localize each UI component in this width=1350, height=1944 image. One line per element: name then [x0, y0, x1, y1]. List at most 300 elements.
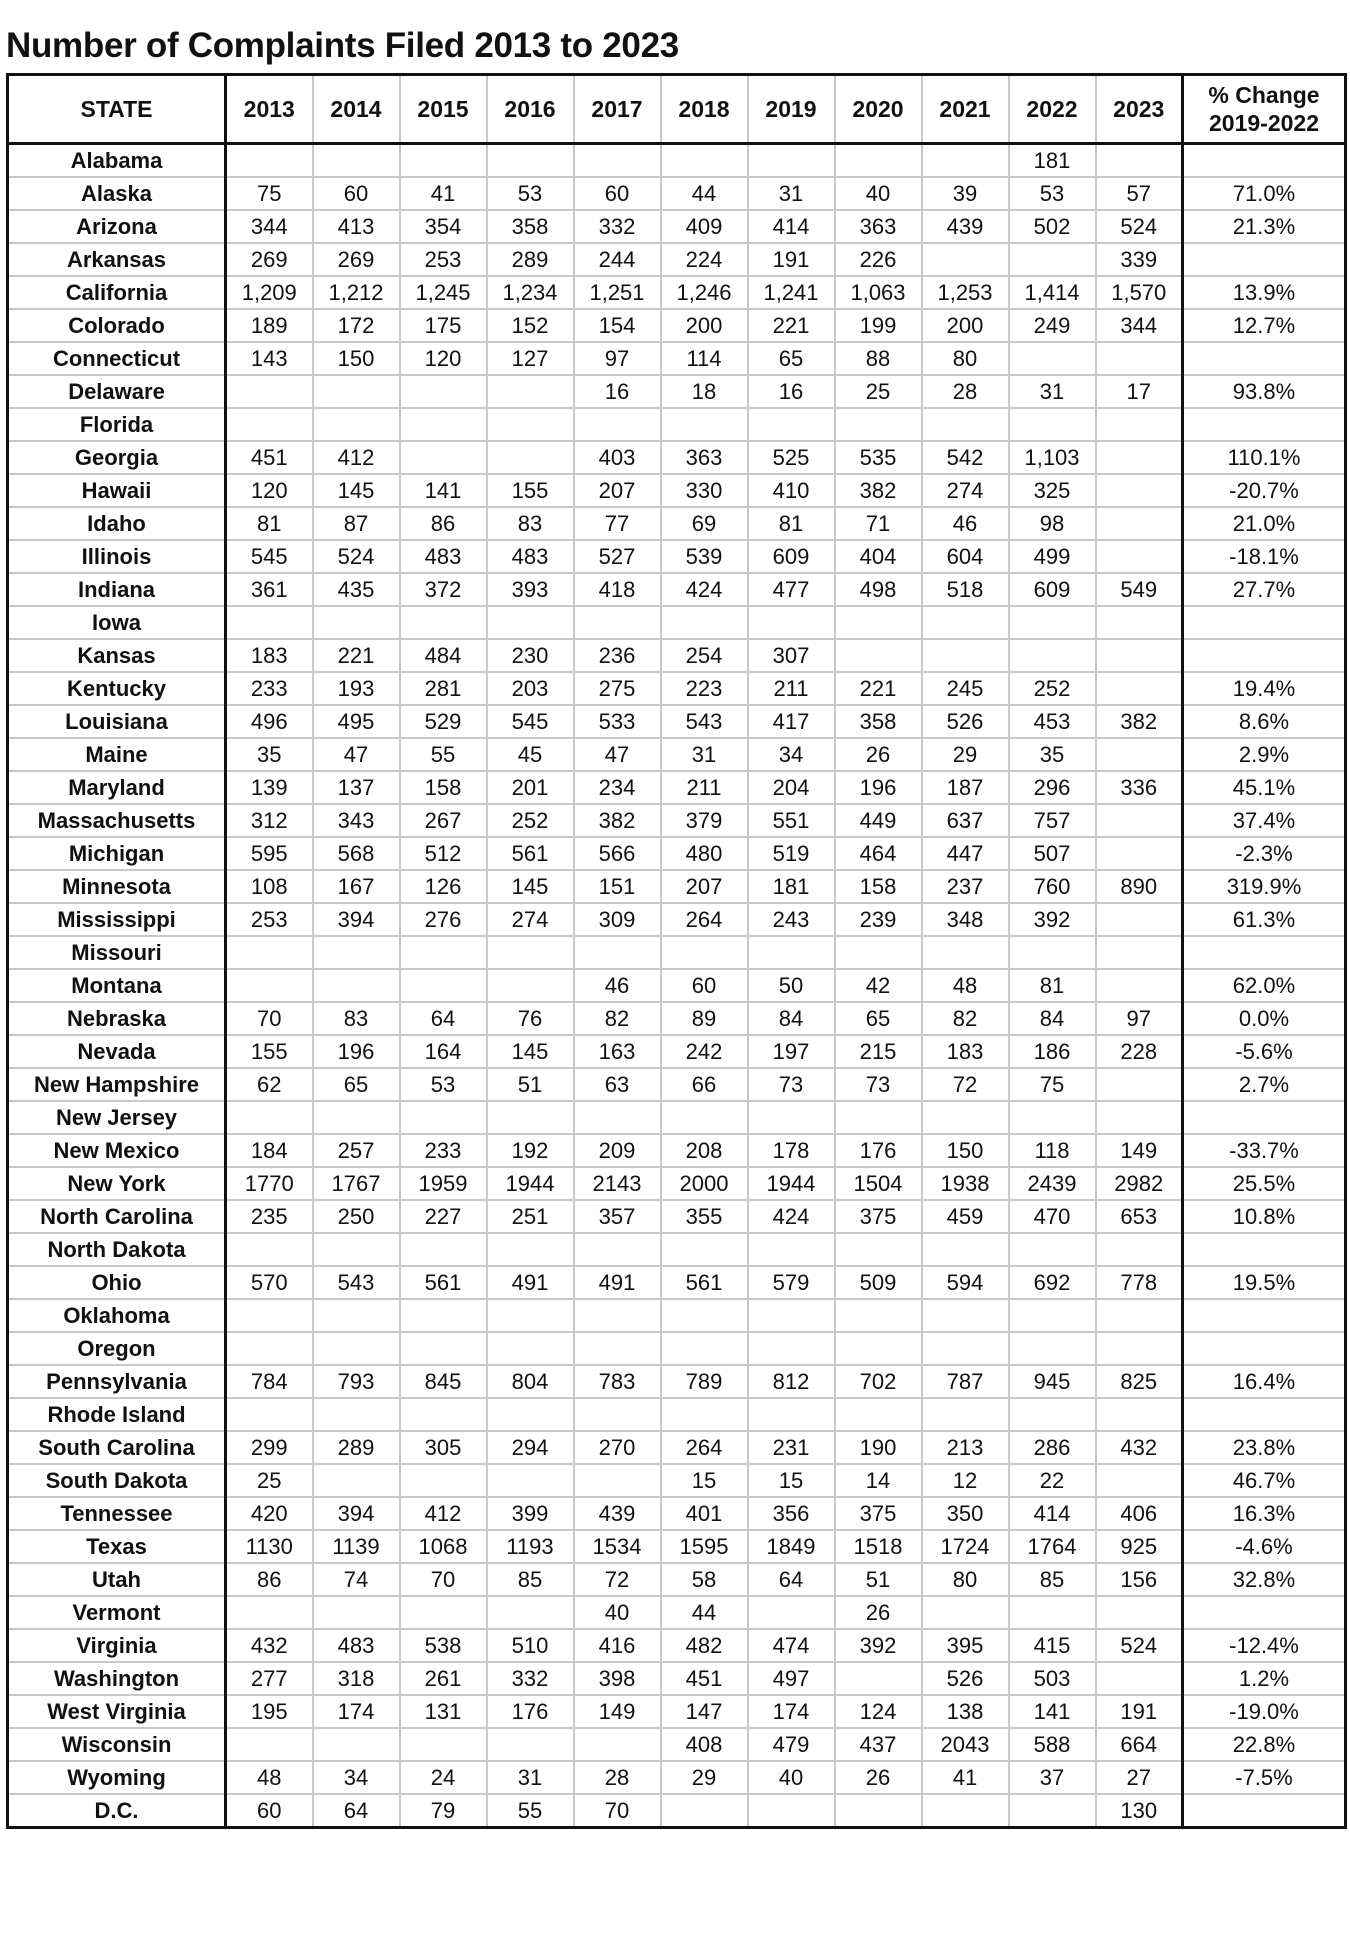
- complaint-count-cell: [922, 639, 1009, 672]
- complaint-count-cell: 1,212: [313, 276, 400, 309]
- complaint-count-cell: [1009, 408, 1096, 441]
- complaint-count-cell: 65: [748, 342, 835, 375]
- complaint-count-cell: [835, 936, 922, 969]
- complaint-count-cell: 184: [226, 1134, 313, 1167]
- complaint-count-cell: 412: [400, 1497, 487, 1530]
- table-row: [8, 837, 1346, 870]
- complaint-count-cell: 150: [922, 1134, 1009, 1167]
- pct-change-cell: 45.1%: [1183, 771, 1346, 804]
- complaint-count-cell: 535: [835, 441, 922, 474]
- complaint-count-cell: 18: [661, 375, 748, 408]
- complaint-count-cell: [226, 1299, 313, 1332]
- complaint-count-cell: 1,414: [1009, 276, 1096, 309]
- pct-change-cell: [1183, 639, 1346, 672]
- complaint-count-cell: 1,063: [835, 276, 922, 309]
- complaint-count-cell: 151: [574, 870, 661, 903]
- table-row: [8, 1629, 1346, 1662]
- complaint-count-cell: [748, 144, 835, 178]
- complaint-count-cell: [574, 1464, 661, 1497]
- complaint-count-cell: [748, 1299, 835, 1332]
- complaint-count-cell: 155: [487, 474, 574, 507]
- complaint-count-cell: 416: [574, 1629, 661, 1662]
- state-name-cell: Alabama: [8, 144, 226, 178]
- complaint-count-cell: 561: [400, 1266, 487, 1299]
- complaint-count-cell: 579: [748, 1266, 835, 1299]
- table-row: [8, 1068, 1346, 1101]
- complaint-count-cell: [487, 1332, 574, 1365]
- complaint-count-cell: 191: [748, 243, 835, 276]
- table-row: [8, 1299, 1346, 1332]
- complaint-count-cell: [835, 1662, 922, 1695]
- column-header-year: 2017: [574, 75, 661, 144]
- complaint-count-cell: 40: [748, 1761, 835, 1794]
- complaint-count-cell: [1096, 837, 1183, 870]
- complaint-count-cell: 196: [313, 1035, 400, 1068]
- complaint-count-cell: 525: [748, 441, 835, 474]
- complaint-count-cell: 318: [313, 1662, 400, 1695]
- table-row: [8, 243, 1346, 276]
- complaint-count-cell: 551: [748, 804, 835, 837]
- complaint-count-cell: 2043: [922, 1728, 1009, 1761]
- complaint-count-cell: [748, 936, 835, 969]
- pct-change-cell: -2.3%: [1183, 837, 1346, 870]
- complaint-count-cell: [400, 606, 487, 639]
- complaint-count-cell: 221: [313, 639, 400, 672]
- complaint-count-cell: [835, 1233, 922, 1266]
- complaint-count-cell: 783: [574, 1365, 661, 1398]
- complaint-count-cell: [313, 1464, 400, 1497]
- state-name-cell: California: [8, 276, 226, 309]
- complaint-count-cell: [313, 1398, 400, 1431]
- complaint-count-cell: 80: [922, 1563, 1009, 1596]
- pct-change-cell: -7.5%: [1183, 1761, 1346, 1794]
- state-name-cell: Maine: [8, 738, 226, 771]
- table-row: [8, 1233, 1346, 1266]
- pct-change-cell: 0.0%: [1183, 1002, 1346, 1035]
- complaint-count-cell: [748, 1233, 835, 1266]
- complaint-count-cell: 332: [574, 210, 661, 243]
- complaint-count-cell: 224: [661, 243, 748, 276]
- column-header-year: 2014: [313, 75, 400, 144]
- complaint-count-cell: [1009, 342, 1096, 375]
- complaint-count-cell: 1,209: [226, 276, 313, 309]
- complaint-count-cell: 141: [400, 474, 487, 507]
- complaint-count-cell: 137: [313, 771, 400, 804]
- complaint-count-cell: 25: [226, 1464, 313, 1497]
- complaint-count-cell: 518: [922, 573, 1009, 606]
- complaint-count-cell: 183: [226, 639, 313, 672]
- complaint-count-cell: 392: [1009, 903, 1096, 936]
- complaint-count-cell: 40: [574, 1596, 661, 1629]
- complaint-count-cell: [313, 1596, 400, 1629]
- complaint-count-cell: 190: [835, 1431, 922, 1464]
- complaint-count-cell: 464: [835, 837, 922, 870]
- complaint-count-cell: 183: [922, 1035, 1009, 1068]
- table-row: [8, 804, 1346, 837]
- complaint-count-cell: 412: [313, 441, 400, 474]
- pct-header-line-2: 2019-2022: [1209, 110, 1319, 136]
- state-name-cell: New York: [8, 1167, 226, 1200]
- complaint-count-cell: 51: [835, 1563, 922, 1596]
- complaint-count-cell: 1068: [400, 1530, 487, 1563]
- complaint-count-cell: 60: [574, 177, 661, 210]
- complaint-count-cell: 41: [400, 177, 487, 210]
- complaint-count-cell: [922, 1596, 1009, 1629]
- complaint-count-cell: 778: [1096, 1266, 1183, 1299]
- complaint-count-cell: 1130: [226, 1530, 313, 1563]
- complaint-count-cell: 382: [574, 804, 661, 837]
- state-name-cell: West Virginia: [8, 1695, 226, 1728]
- table-row: [8, 1266, 1346, 1299]
- complaint-count-cell: [574, 144, 661, 178]
- complaint-count-cell: 76: [487, 1002, 574, 1035]
- complaint-count-cell: 174: [748, 1695, 835, 1728]
- complaint-count-cell: 53: [400, 1068, 487, 1101]
- complaint-count-cell: 73: [835, 1068, 922, 1101]
- pct-change-cell: 71.0%: [1183, 177, 1346, 210]
- complaint-count-cell: 415: [1009, 1629, 1096, 1662]
- complaint-count-cell: 561: [661, 1266, 748, 1299]
- complaint-count-cell: 39: [922, 177, 1009, 210]
- complaint-count-cell: 447: [922, 837, 1009, 870]
- complaint-count-cell: [1096, 1299, 1183, 1332]
- state-name-cell: South Carolina: [8, 1431, 226, 1464]
- complaint-count-cell: 249: [1009, 309, 1096, 342]
- complaint-count-cell: 286: [1009, 1431, 1096, 1464]
- complaint-count-cell: 195: [226, 1695, 313, 1728]
- complaint-count-cell: 181: [748, 870, 835, 903]
- complaint-count-cell: 357: [574, 1200, 661, 1233]
- table-row: [8, 903, 1346, 936]
- complaint-count-cell: 47: [574, 738, 661, 771]
- complaint-count-cell: [922, 936, 1009, 969]
- complaint-count-cell: 46: [574, 969, 661, 1002]
- complaint-count-cell: 609: [748, 540, 835, 573]
- complaint-count-cell: [835, 1101, 922, 1134]
- table-row: [8, 210, 1346, 243]
- complaint-count-cell: 1534: [574, 1530, 661, 1563]
- complaint-count-cell: [748, 1794, 835, 1828]
- pct-change-cell: 93.8%: [1183, 375, 1346, 408]
- complaint-count-cell: [1096, 1068, 1183, 1101]
- complaint-count-cell: 254: [661, 639, 748, 672]
- pct-change-cell: [1183, 1299, 1346, 1332]
- complaint-count-cell: 193: [313, 672, 400, 705]
- complaint-count-cell: 150: [313, 342, 400, 375]
- state-name-cell: Kansas: [8, 639, 226, 672]
- complaint-count-cell: [400, 1398, 487, 1431]
- pct-change-cell: [1183, 342, 1346, 375]
- state-name-cell: Michigan: [8, 837, 226, 870]
- complaint-count-cell: [922, 1332, 1009, 1365]
- complaint-count-cell: 187: [922, 771, 1009, 804]
- complaint-count-cell: 227: [400, 1200, 487, 1233]
- state-name-cell: Montana: [8, 969, 226, 1002]
- complaint-count-cell: 211: [748, 672, 835, 705]
- complaint-count-cell: [574, 1101, 661, 1134]
- pct-change-cell: [1183, 1596, 1346, 1629]
- complaint-count-cell: 65: [835, 1002, 922, 1035]
- pct-change-cell: 21.0%: [1183, 507, 1346, 540]
- column-header-state: STATE: [8, 75, 226, 144]
- pct-change-cell: 2.7%: [1183, 1068, 1346, 1101]
- complaint-count-cell: 244: [574, 243, 661, 276]
- complaint-count-cell: [1096, 738, 1183, 771]
- complaint-count-cell: 945: [1009, 1365, 1096, 1398]
- complaint-count-cell: 529: [400, 705, 487, 738]
- table-row: [8, 441, 1346, 474]
- complaint-count-cell: 85: [487, 1563, 574, 1596]
- complaint-count-cell: 787: [922, 1365, 1009, 1398]
- complaint-count-cell: 760: [1009, 870, 1096, 903]
- complaint-count-cell: [748, 1398, 835, 1431]
- state-name-cell: Pennsylvania: [8, 1365, 226, 1398]
- complaint-count-cell: 561: [487, 837, 574, 870]
- complaint-count-cell: 483: [487, 540, 574, 573]
- complaint-count-cell: 44: [661, 177, 748, 210]
- complaint-count-cell: 470: [1009, 1200, 1096, 1233]
- complaint-count-cell: [226, 1101, 313, 1134]
- complaint-count-cell: 66: [661, 1068, 748, 1101]
- complaint-count-cell: 237: [922, 870, 1009, 903]
- complaint-count-cell: [487, 1398, 574, 1431]
- complaint-count-cell: 75: [1009, 1068, 1096, 1101]
- complaint-count-cell: 372: [400, 573, 487, 606]
- complaint-count-cell: [574, 1728, 661, 1761]
- complaint-count-cell: 118: [1009, 1134, 1096, 1167]
- complaint-count-cell: 28: [922, 375, 1009, 408]
- complaint-count-cell: [400, 441, 487, 474]
- complaint-count-cell: 62: [226, 1068, 313, 1101]
- complaint-count-cell: 424: [661, 573, 748, 606]
- complaint-count-cell: 83: [487, 507, 574, 540]
- complaint-count-cell: 595: [226, 837, 313, 870]
- complaint-count-cell: [400, 144, 487, 178]
- state-name-cell: Colorado: [8, 309, 226, 342]
- complaint-count-cell: [922, 1299, 1009, 1332]
- complaint-count-cell: 197: [748, 1035, 835, 1068]
- table-row: [8, 573, 1346, 606]
- complaint-count-cell: 394: [313, 903, 400, 936]
- complaint-count-cell: 64: [313, 1794, 400, 1828]
- complaint-count-cell: 34: [313, 1761, 400, 1794]
- table-row: [8, 144, 1346, 178]
- complaint-count-cell: [748, 606, 835, 639]
- complaint-count-cell: 15: [748, 1464, 835, 1497]
- complaint-count-cell: [1009, 936, 1096, 969]
- state-name-cell: Arkansas: [8, 243, 226, 276]
- complaint-count-cell: [400, 1464, 487, 1497]
- pct-change-cell: 319.9%: [1183, 870, 1346, 903]
- pct-change-cell: [1183, 144, 1346, 178]
- complaints-table-container: [6, 73, 1344, 1829]
- complaint-count-cell: 86: [400, 507, 487, 540]
- complaint-count-cell: [1009, 1332, 1096, 1365]
- complaint-count-cell: [574, 1398, 661, 1431]
- complaint-count-cell: 507: [1009, 837, 1096, 870]
- complaint-count-cell: 491: [574, 1266, 661, 1299]
- complaint-count-cell: 85: [1009, 1563, 1096, 1596]
- complaint-count-cell: 512: [400, 837, 487, 870]
- complaint-count-cell: 141: [1009, 1695, 1096, 1728]
- table-body: [8, 144, 1346, 1828]
- complaint-count-cell: 414: [1009, 1497, 1096, 1530]
- complaint-count-cell: 543: [661, 705, 748, 738]
- complaint-count-cell: 60: [661, 969, 748, 1002]
- complaint-count-cell: 53: [1009, 177, 1096, 210]
- complaint-count-cell: 152: [487, 309, 574, 342]
- complaint-count-cell: [487, 1233, 574, 1266]
- complaint-count-cell: 281: [400, 672, 487, 705]
- page-title: Number of Complaints Filed 2013 to 2023: [6, 26, 679, 65]
- complaint-count-cell: 243: [748, 903, 835, 936]
- complaint-count-cell: 221: [835, 672, 922, 705]
- complaint-count-cell: 542: [922, 441, 1009, 474]
- complaint-count-cell: 176: [487, 1695, 574, 1728]
- complaint-count-cell: [400, 408, 487, 441]
- state-name-cell: Hawaii: [8, 474, 226, 507]
- complaint-count-cell: 215: [835, 1035, 922, 1068]
- complaint-count-cell: 29: [661, 1761, 748, 1794]
- pct-change-cell: 32.8%: [1183, 1563, 1346, 1596]
- table-row: [8, 672, 1346, 705]
- complaint-count-cell: 199: [835, 309, 922, 342]
- complaint-count-cell: 239: [835, 903, 922, 936]
- complaint-count-cell: 392: [835, 1629, 922, 1662]
- table-row: [8, 1794, 1346, 1828]
- complaint-count-cell: 178: [748, 1134, 835, 1167]
- state-name-cell: Connecticut: [8, 342, 226, 375]
- complaint-count-cell: [226, 1398, 313, 1431]
- column-header-year: 2020: [835, 75, 922, 144]
- pct-change-cell: 62.0%: [1183, 969, 1346, 1002]
- complaint-count-cell: 406: [1096, 1497, 1183, 1530]
- complaint-count-cell: 502: [1009, 210, 1096, 243]
- complaint-count-cell: 1518: [835, 1530, 922, 1563]
- pct-change-cell: 22.8%: [1183, 1728, 1346, 1761]
- complaint-count-cell: 375: [835, 1497, 922, 1530]
- complaint-count-cell: [487, 1464, 574, 1497]
- pct-change-cell: -5.6%: [1183, 1035, 1346, 1068]
- complaint-count-cell: [1096, 507, 1183, 540]
- state-name-cell: New Hampshire: [8, 1068, 226, 1101]
- table-row: [8, 1365, 1346, 1398]
- complaint-count-cell: 363: [835, 210, 922, 243]
- complaint-count-cell: 189: [226, 309, 313, 342]
- complaint-count-cell: [487, 606, 574, 639]
- state-name-cell: Wisconsin: [8, 1728, 226, 1761]
- complaint-count-cell: [400, 969, 487, 1002]
- complaint-count-cell: 519: [748, 837, 835, 870]
- complaint-count-cell: 417: [748, 705, 835, 738]
- complaint-count-cell: [1009, 1398, 1096, 1431]
- complaint-count-cell: [1096, 672, 1183, 705]
- pct-change-cell: 61.3%: [1183, 903, 1346, 936]
- complaint-count-cell: 149: [1096, 1134, 1183, 1167]
- complaint-count-cell: [922, 1794, 1009, 1828]
- complaint-count-cell: [922, 606, 1009, 639]
- table-row: [8, 1332, 1346, 1365]
- state-name-cell: Mississippi: [8, 903, 226, 936]
- state-name-cell: Missouri: [8, 936, 226, 969]
- column-header-year: 2022: [1009, 75, 1096, 144]
- column-header-year: 2013: [226, 75, 313, 144]
- state-name-cell: Georgia: [8, 441, 226, 474]
- table-row: [8, 1035, 1346, 1068]
- complaint-count-cell: 538: [400, 1629, 487, 1662]
- complaint-count-cell: 131: [400, 1695, 487, 1728]
- complaint-count-cell: 26: [835, 738, 922, 771]
- pct-change-cell: -33.7%: [1183, 1134, 1346, 1167]
- complaint-count-cell: 79: [400, 1794, 487, 1828]
- pct-change-cell: 25.5%: [1183, 1167, 1346, 1200]
- complaint-count-cell: 236: [574, 639, 661, 672]
- complaint-count-cell: [226, 1233, 313, 1266]
- complaint-count-cell: [1009, 1299, 1096, 1332]
- table-row: [8, 1134, 1346, 1167]
- complaint-count-cell: 60: [226, 1794, 313, 1828]
- complaint-count-cell: 55: [400, 738, 487, 771]
- table-row: [8, 474, 1346, 507]
- complaint-count-cell: [748, 1101, 835, 1134]
- complaint-count-cell: 47: [313, 738, 400, 771]
- complaint-count-cell: 242: [661, 1035, 748, 1068]
- complaint-count-cell: 24: [400, 1761, 487, 1794]
- complaint-count-cell: [661, 1398, 748, 1431]
- complaint-count-cell: 344: [226, 210, 313, 243]
- complaint-count-cell: 209: [574, 1134, 661, 1167]
- complaint-count-cell: 309: [574, 903, 661, 936]
- complaint-count-cell: [400, 1233, 487, 1266]
- complaint-count-cell: 348: [922, 903, 1009, 936]
- complaint-count-cell: [1096, 342, 1183, 375]
- state-name-cell: Alaska: [8, 177, 226, 210]
- complaint-count-cell: [487, 1101, 574, 1134]
- complaint-count-cell: 269: [313, 243, 400, 276]
- complaint-count-cell: [1096, 1101, 1183, 1134]
- complaint-count-cell: 1944: [748, 1167, 835, 1200]
- complaint-count-cell: 63: [574, 1068, 661, 1101]
- complaint-count-cell: 233: [226, 672, 313, 705]
- complaint-count-cell: [661, 1332, 748, 1365]
- state-name-cell: Virginia: [8, 1629, 226, 1662]
- complaint-count-cell: 394: [313, 1497, 400, 1530]
- complaint-count-cell: 64: [400, 1002, 487, 1035]
- complaint-count-cell: 480: [661, 837, 748, 870]
- state-name-cell: Florida: [8, 408, 226, 441]
- complaint-count-cell: [835, 1332, 922, 1365]
- complaint-count-cell: 230: [487, 639, 574, 672]
- complaint-count-cell: 70: [400, 1563, 487, 1596]
- complaint-count-cell: 495: [313, 705, 400, 738]
- complaint-count-cell: [574, 408, 661, 441]
- state-name-cell: Tennessee: [8, 1497, 226, 1530]
- complaint-count-cell: 637: [922, 804, 1009, 837]
- complaint-count-cell: 64: [748, 1563, 835, 1596]
- complaint-count-cell: 203: [487, 672, 574, 705]
- state-name-cell: Indiana: [8, 573, 226, 606]
- complaint-count-cell: [1096, 606, 1183, 639]
- pct-change-cell: 16.4%: [1183, 1365, 1346, 1398]
- complaint-count-cell: 549: [1096, 573, 1183, 606]
- complaint-count-cell: 71: [835, 507, 922, 540]
- complaint-count-cell: 382: [835, 474, 922, 507]
- complaint-count-cell: 361: [226, 573, 313, 606]
- complaint-count-cell: 60: [313, 177, 400, 210]
- complaint-count-cell: 420: [226, 1497, 313, 1530]
- state-name-cell: Idaho: [8, 507, 226, 540]
- complaint-count-cell: 207: [574, 474, 661, 507]
